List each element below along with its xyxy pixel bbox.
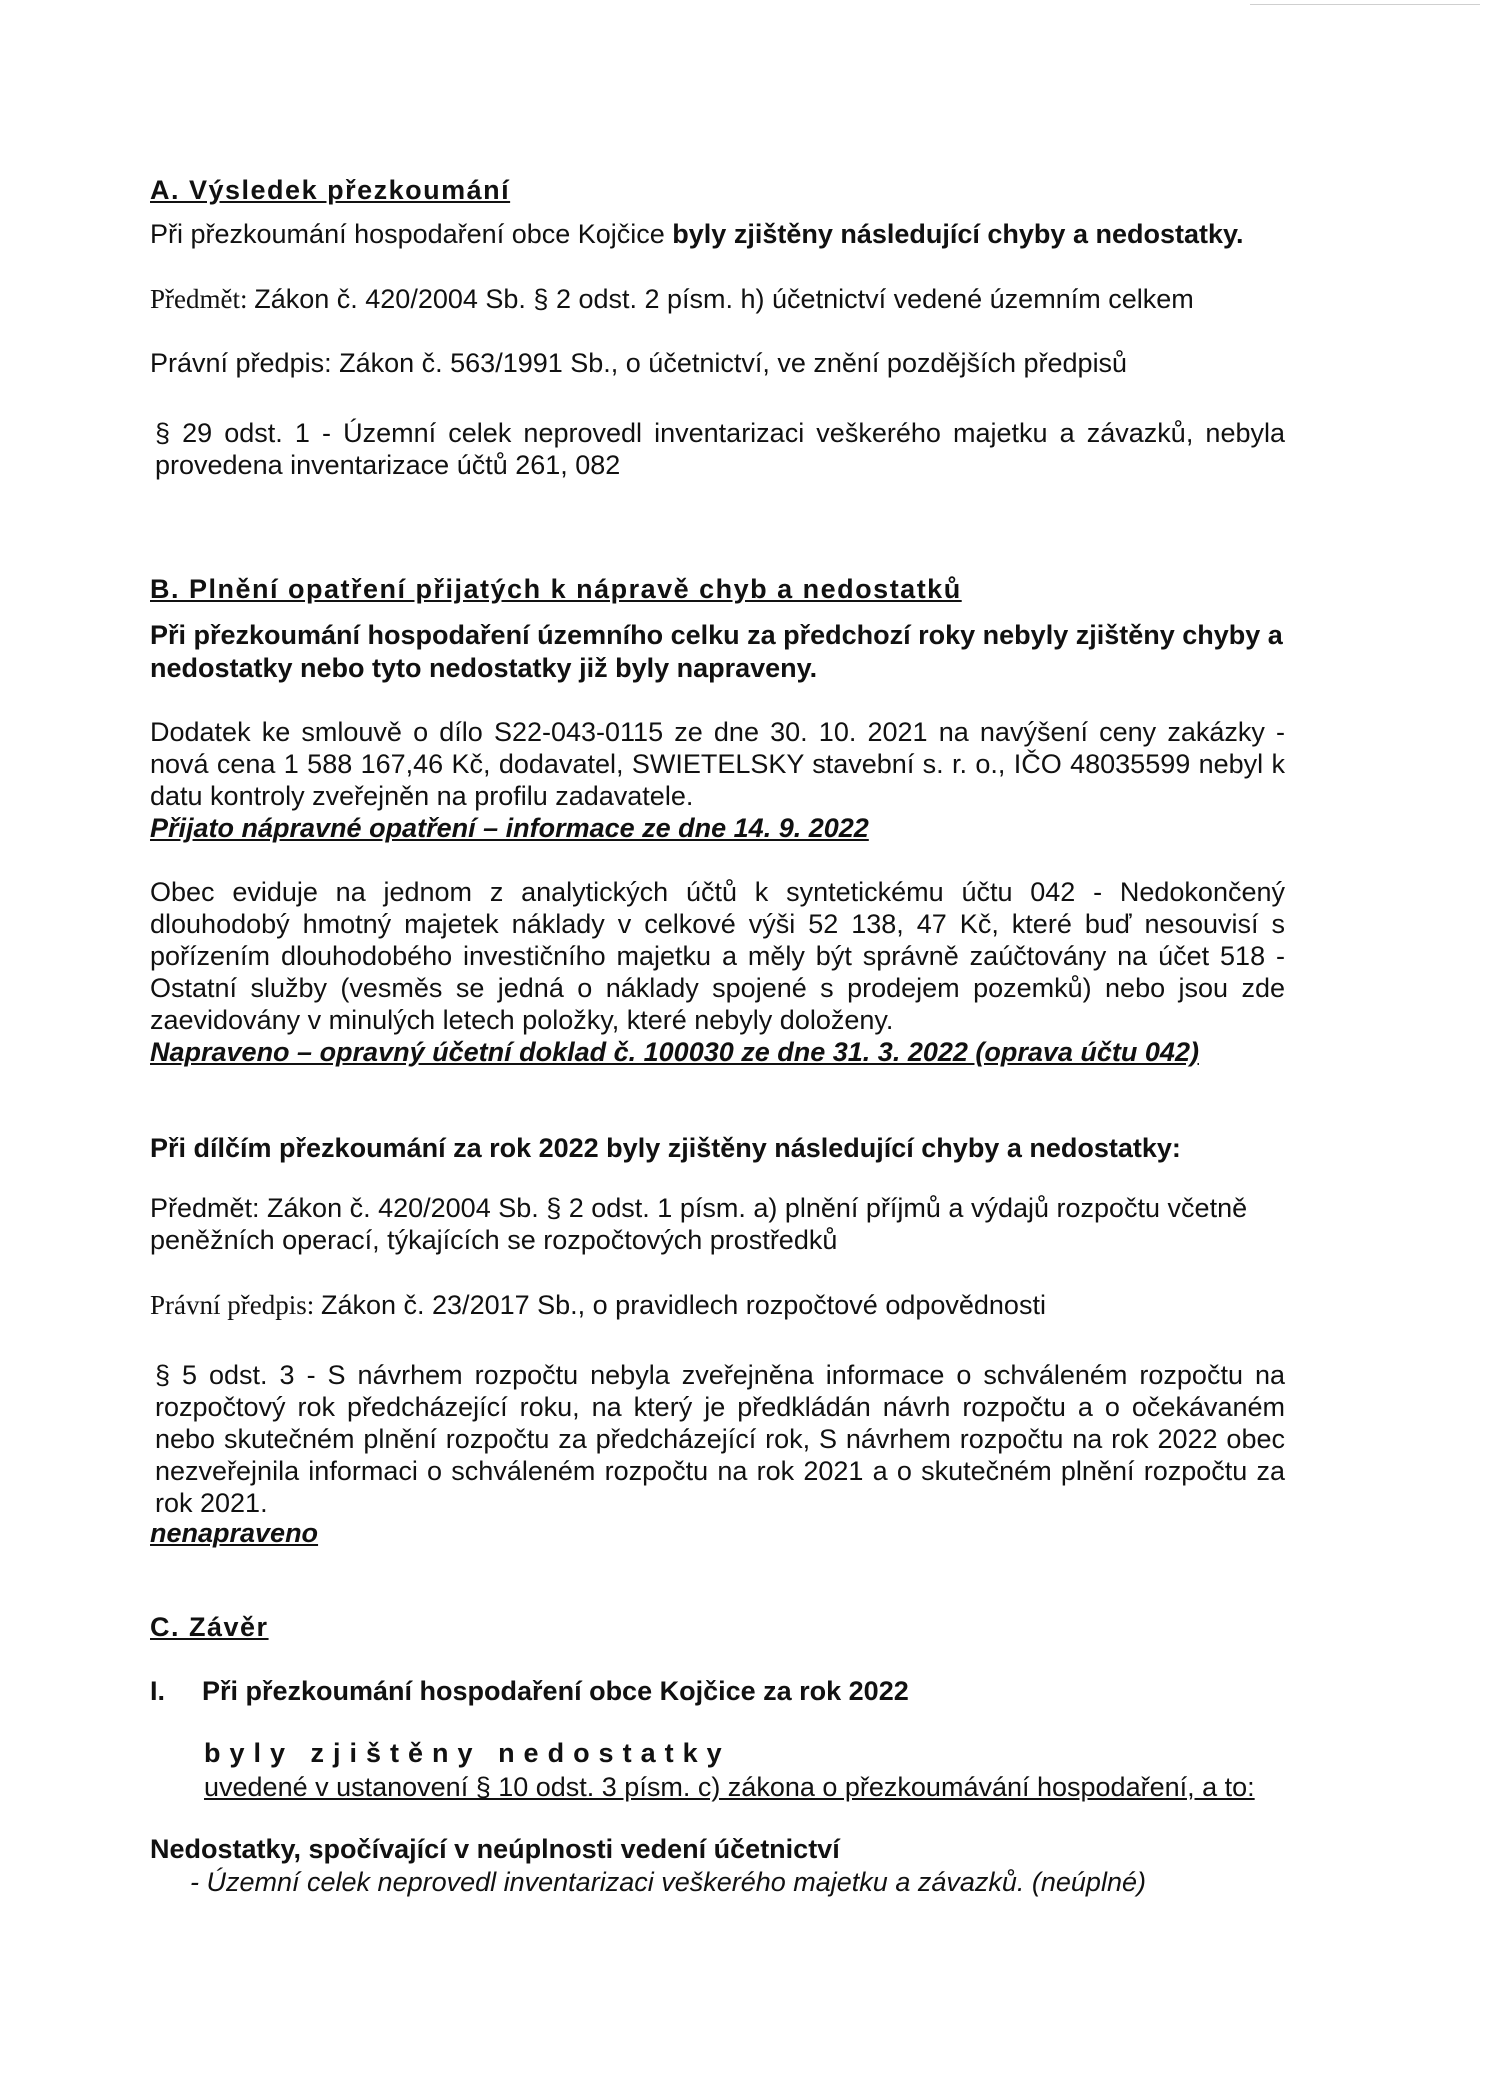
partial-pravni-label: Právní předpis: <box>150 1290 321 1320</box>
partial-review-predmet <box>150 1192 1285 1256</box>
section-c-heading: C. Závěr <box>150 1612 269 1642</box>
partial-predmet-text: Zákon č. 420/2004 Sb. § 2 odst. 1 písm. a) plnění příjmů a výdajů rozpočtu včetně peněžních operací, týkajících se rozpočtových prostředků <box>150 1193 1248 1255</box>
section-b-intro: Při přezkoumání hospodaření územního celku za předchozí roky nebyly zjištěny chyby a nedostatky nebo tyto nedostatky již byly napraveny. <box>150 620 1283 683</box>
section-b-item1-status: Přijato nápravné opatření – informace ze dne 14. 9. 2022 <box>150 813 869 843</box>
pravni-predpis-label: Právní předpis: <box>150 348 340 378</box>
conclusion-legal-reference: uvedené v ustanovení § 10 odst. 3 písm. c) zákona o přezkoumávání hospodaření, a to: <box>204 1772 1255 1802</box>
predmet-text: Zákon č. 420/2004 Sb. § 2 odst. 2 písm. h) účetnictví vedené územním celkem <box>254 284 1194 314</box>
partial-pravni-text: Zákon č. 23/2017 Sb., o pravidlech rozpočtové odpovědnosti <box>320 1290 1046 1320</box>
section-a-intro-text: Při přezkoumání hospodaření obce Kojčice <box>150 219 673 249</box>
section-b-item2-status: Napraveno – opravný účetní doklad č. 100030 ze dne 31. 3. 2022 (oprava účtu 042) <box>150 1037 1199 1067</box>
section-a-pravni-predpis <box>150 347 1285 380</box>
conclusion-item <box>150 1675 1285 1708</box>
deficiency-heading: Nedostatky, spočívající v neúplnosti vedení účetnictví <box>150 1834 840 1864</box>
section-b-item2-text: Obec eviduje na jednom z analytických účtů k syntetickému účtu 042 - Nedokončený dlouhodobý hmotný majetek náklady v celkové výši 52 138, 47 Kč, které buď nesouvisí s pořízením dlouhodobého investičního majetku a měly být správně zaúčtovány na účet 518 - Ostatní služby (vesměs se jedná o náklady spojené s prodejem pozemků) nebo jsou zde zaevidovány v minulých letech položky, které nebyly doloženy. <box>150 877 1285 1035</box>
section-a-finding: § 29 odst. 1 - Územní celek neprovedl inventarizaci veškerého majetku a závazků, nebyla provedena inventarizace účtů 261, 082 <box>155 418 1285 480</box>
section-a-intro <box>150 218 1285 251</box>
section-a-intro-bold: byly zjištěny následující chyby a nedostatky. <box>672 219 1244 249</box>
partial-review-pravni-predpis <box>150 1289 1285 1322</box>
section-b-item1-text: Dodatek ke smlouvě o dílo S22-043-0115 ze dne 30. 10. 2021 na navýšení ceny zakázky - nová cena 1 588 167,46 Kč, dodavatel, SWIETELSKY stavební s. r. o., IČO 48035599 nebyl k datu kontroly zveřejněn na profilu zadavatele. <box>150 717 1285 811</box>
predmet-label: Předmět: <box>150 284 255 314</box>
partial-predmet-label: Předmět: <box>150 1193 268 1223</box>
conclusion-item-number: I. <box>150 1676 166 1706</box>
partial-review-status: nenapraveno <box>150 1518 319 1548</box>
section-b-heading: B. Plnění opatření přijatých k nápravě chyb a nedostatků <box>150 574 962 604</box>
scan-edge-line <box>1250 4 1480 5</box>
conclusion-spaced-text: byly zjištěny nedostatky <box>204 1738 731 1768</box>
partial-review-finding: § 5 odst. 3 - S návrhem rozpočtu nebyla zveřejněna informace o schváleném rozpočtu na rozpočtový rok předcházející roku, na který je předkládán návrh rozpočtu a o očekávaném nebo skutečném plnění rozpočtu za předcházející rok, S návrhem rozpočtu na rok 2022 obec nezveřejnila informaci o schváleném rozpočtu na rok 2021 a o skutečném plnění rozpočtu za rok 2021. <box>155 1360 1285 1518</box>
partial-review-heading: Při dílčím přezkoumání za rok 2022 byly zjištěny následující chyby a nedostatky: <box>150 1133 1181 1163</box>
section-a-predmet <box>150 283 1285 316</box>
conclusion-item-text: Při přezkoumání hospodaření obce Kojčice za rok 2022 <box>202 1676 909 1706</box>
section-a-heading: A. Výsledek přezkoumání <box>150 175 511 205</box>
pravni-predpis-text: Zákon č. 563/1991 Sb., o účetnictví, ve znění pozdějších předpisů <box>339 348 1128 378</box>
deficiency-item: - Územní celek neprovedl inventarizaci veškerého majetku a závazků. (neúplné) <box>190 1867 1146 1897</box>
